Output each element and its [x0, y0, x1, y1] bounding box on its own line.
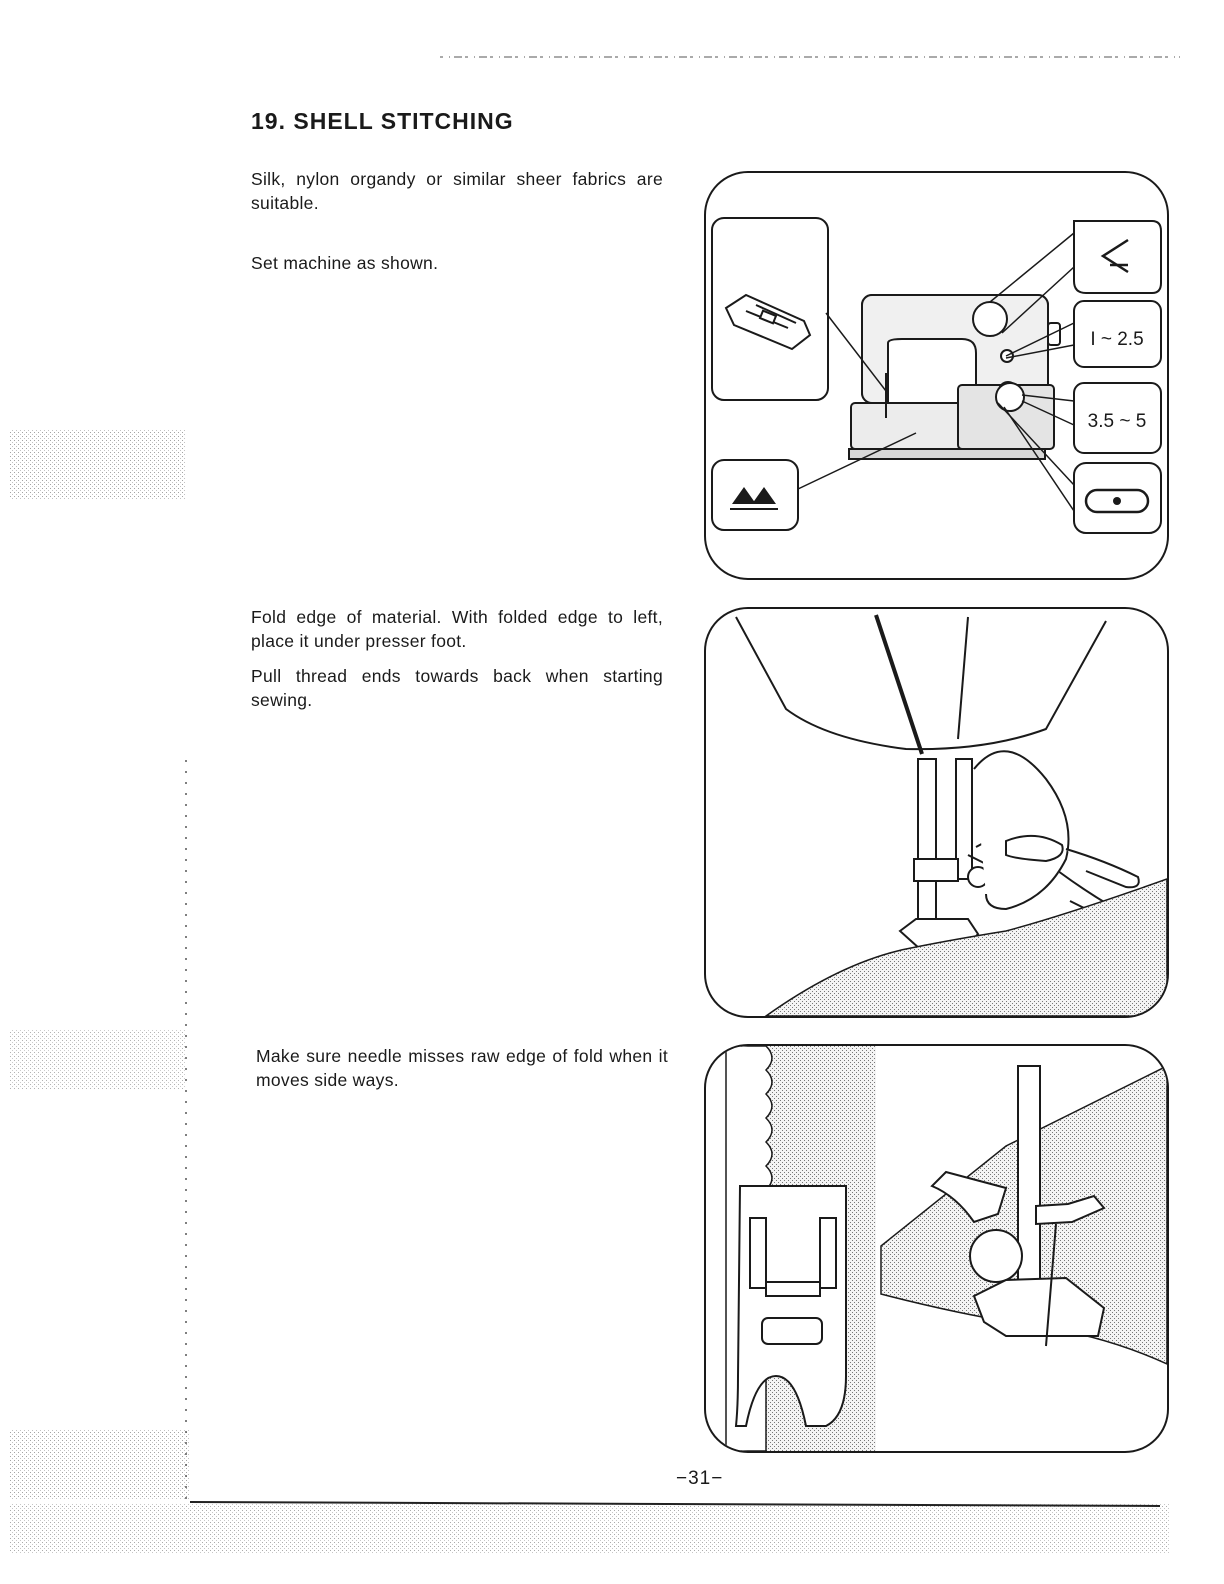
needle-position-dial — [973, 302, 1007, 336]
stitch-width-value: 3.5 ~ 5 — [1087, 411, 1147, 432]
pull-thread-text: Pull thread ends towards back when starting sewing. — [251, 666, 663, 710]
page-number: −31− — [676, 1468, 724, 1489]
stitch-pattern-panel — [1074, 221, 1161, 293]
instruction-fold — [251, 605, 663, 712]
needle-clearance-illustration — [706, 1046, 1167, 1451]
stitch-width-dial — [996, 383, 1024, 411]
machine-head-drawing — [736, 615, 1106, 754]
needle-clearance-figure — [704, 1044, 1169, 1453]
instruction-set-machine — [251, 251, 663, 275]
machine-settings-illustration — [706, 173, 1167, 578]
stitch-length-panel — [1074, 301, 1161, 367]
feed-dog-panel — [712, 460, 798, 530]
instruction-needle — [256, 1044, 668, 1092]
stitch-length-value: I ~ 2.5 — [1090, 329, 1144, 350]
needle-text: Make sure needle misses raw edge of fold when it moves side ways. — [256, 1046, 668, 1090]
fabric-text: Silk, nylon organdy or similar sheer fabrics are suitable. — [251, 169, 663, 213]
stitch-width-panel — [1074, 383, 1161, 453]
machine-settings-figure — [704, 171, 1169, 580]
scan-noise-top — [440, 52, 1180, 62]
set-machine-text: Set machine as shown. — [251, 253, 439, 273]
scan-noise-bottom — [10, 1498, 1170, 1558]
presser-foot-figure — [704, 607, 1169, 1018]
buttonhole-panel — [1074, 463, 1161, 533]
fold-text: Fold edge of material. With folded edge to left, place it under presser foot. — [251, 607, 663, 651]
scan-noise-left — [10, 420, 190, 1500]
sewing-machine-drawing — [849, 295, 1060, 459]
section-heading: 19. SHELL STITCHING — [251, 108, 514, 134]
presser-foot-illustration — [706, 609, 1167, 1016]
fabric-drawing — [766, 879, 1167, 1016]
instruction-fabric — [251, 167, 663, 215]
